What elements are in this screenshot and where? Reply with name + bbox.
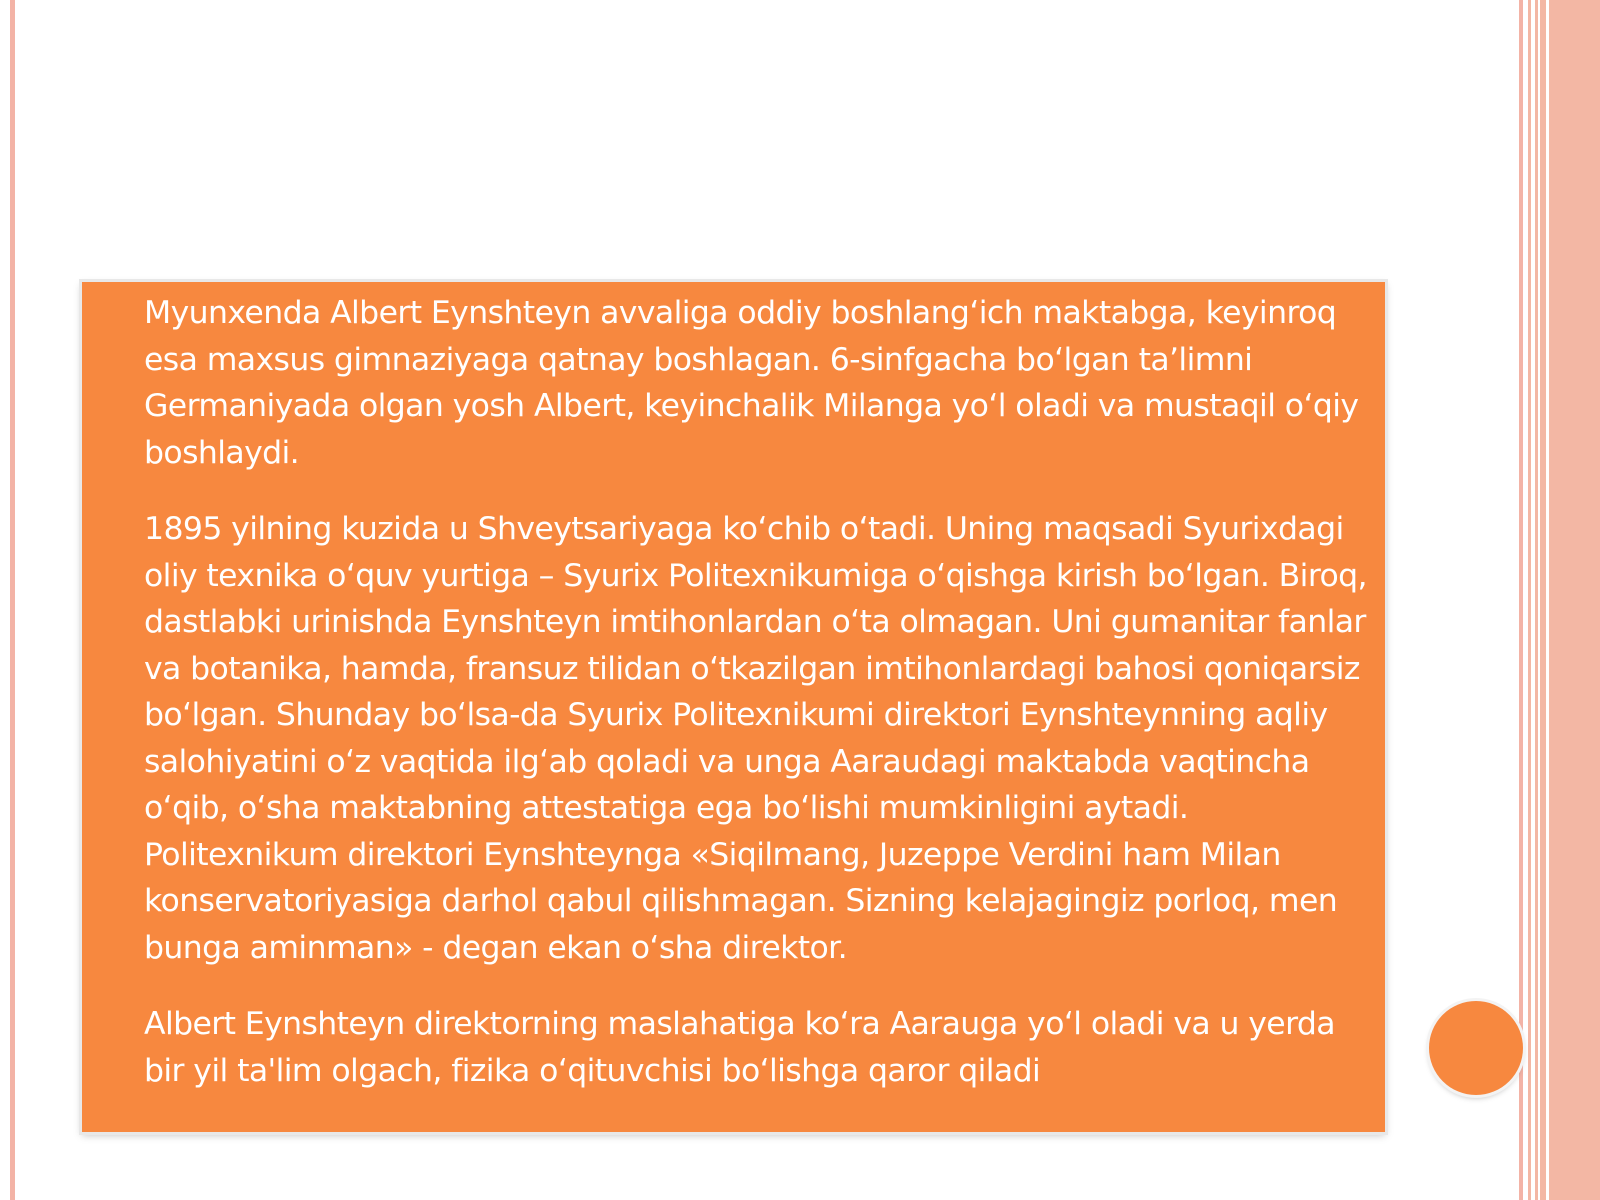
decorative-circle [1429,1001,1523,1095]
left-border-line [10,0,15,1200]
paragraph: Albert Eynshteyn direktorning maslahatiga koʻra Aarauga yoʻl oladi va u yerda bir yil ta'lim olgach, fizika oʻqituvchisi boʻlishga qaror qiladi [144,1006,1335,1089]
body-text [144,290,1374,1124]
stripe-divider [1538,0,1540,1200]
stripe-divider [1546,0,1549,1200]
paragraph: 1895 yilning kuzida u Shveytsariyaga koʻchib oʻtadi. Uning maqsadi Syurixdagi oliy texnika oʻquv yurtiga – Syurix Politexnikumiga oʻqishga kirish boʻlgan. Biroq, dastlabki urinishda Eynshteyn imtihonlardan oʻta olmagan. Uni gumanitar fanlar va botanika, hamda, fransuz tilidan oʻtkazilgan imtihonlardagi bahosi qoniqarsiz boʻlgan. Shunday boʻlsa-da Syurix Politexnikumi direktori Eynshteynning aqliy salohiyatini oʻz vaqtida ilgʻab qoladi va unga Aaraudagi maktabda vaqtincha oʻqib, oʻsha maktabning attestatiga ega boʻlishi mumkinligini aytadi. Politexnikum direktori Eynshteynga «Siqilmang, Juzeppe Verdini ham Milan konservatoriyasiga darhol qabul qilishmagan. Sizning kelajagingiz porloq, men bunga aminman» - degan ekan oʻsha direktor. [144,511,1367,966]
text-content-box[interactable] [82,282,1385,1132]
right-border-line [1519,0,1523,1200]
paragraph: Myunxenda Albert Eynshteyn avvaliga oddiy boshlangʻich maktabga, keyinroq esa maxsus gimnaziyaga qatnay boshlagan. 6-sinfgacha boʻlgan taʼlimni Germaniyada olgan yosh Albert, keyinchalik Milanga yoʻl oladi va mustaqil oʻqiy boshlaydi. [144,295,1359,471]
stripe-divider [1531,0,1535,1200]
